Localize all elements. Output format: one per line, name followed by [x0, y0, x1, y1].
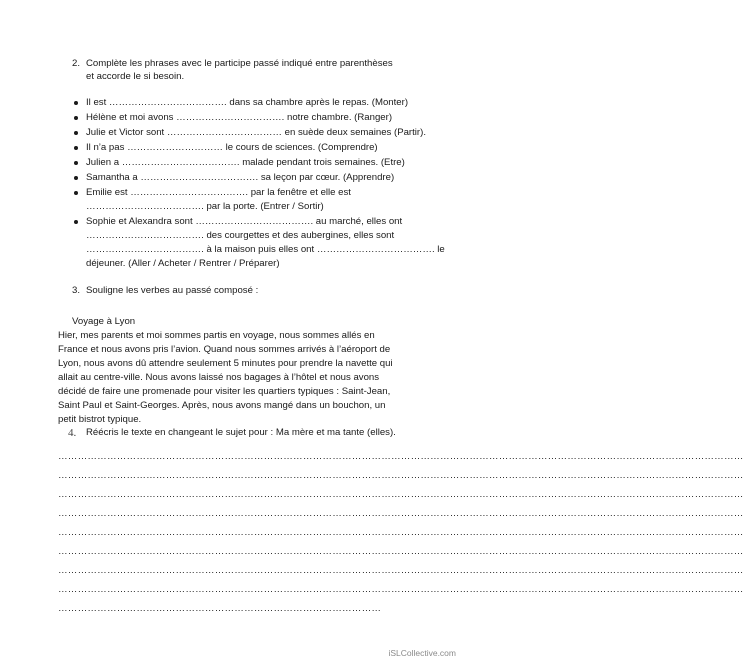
text-line: Saint Paul et Saint-Georges. Après, nous avons mangé dans un bouchon, un	[58, 400, 386, 411]
bullet	[74, 101, 78, 105]
exercise-2-line: Hélène et moi avons ……………………………. notre chambre. (Ranger)	[86, 112, 393, 123]
exercise-3-instruction: Souligne les verbes au passé composé :	[86, 285, 259, 296]
exercise-2-line-continued: déjeuner. (Aller / Acheter / Rentrer / Préparer)	[86, 258, 280, 269]
text-line: France et nous avons pris l’avion. Quand nous sommes arrivés à l’aéroport de	[58, 344, 391, 355]
writing-line-short: ………………………………………………………………………………………	[58, 603, 382, 614]
exercise-2-instruction-line-1: Complète les phrases avec le participe passé indiqué entre parenthèses	[86, 58, 393, 69]
exercise-2-number: 2.	[72, 58, 81, 69]
writing-line: …………………………………………………………………………………………………………………………………………………………………………………………	[58, 508, 744, 519]
writing-line: …………………………………………………………………………………………………………………………………………………………………………………………	[58, 584, 744, 595]
exercise-2-line: Il est ………………………………. dans sa chambre après le repas. (Monter)	[86, 97, 409, 108]
exercise-4-number: 4.	[68, 427, 77, 439]
bullet	[74, 161, 78, 165]
bullet	[74, 146, 78, 150]
bullet	[74, 131, 78, 135]
text-line: petit bistrot typique.	[58, 414, 142, 425]
exercise-2-instruction-line-2: et accorde le si besoin.	[86, 71, 185, 82]
exercise-2-line: Samantha a ………………………………. sa leçon par cœur. (Apprendre)	[86, 172, 395, 183]
text-line: Lyon, nous avons dû attendre seulement 5 minutes pour prendre la navette qui	[58, 358, 393, 369]
exercise-4-instruction: Réécris le texte en changeant le sujet pour : Ma mère et ma tante (elles).	[86, 427, 396, 438]
exercise-3-number: 3.	[72, 285, 81, 296]
exercise-2-line: Il n’a pas ………………………… le cours de sciences. (Comprendre)	[86, 142, 378, 153]
bullet	[74, 176, 78, 180]
writing-line: …………………………………………………………………………………………………………………………………………………………………………………………	[58, 546, 744, 557]
text-line: décidé de faire une promenade pour visiter les quartiers typiques : Saint-Jean,	[58, 386, 391, 397]
bullet	[74, 116, 78, 120]
writing-line: …………………………………………………………………………………………………………………………………………………………………………………………	[58, 489, 744, 500]
exercise-2-line: Sophie et Alexandra sont ………………………………. au marché, elles ont	[86, 216, 403, 227]
exercise-2-line: Julie et Victor sont ……………………………… en suède deux semaines (Partir).	[86, 127, 426, 138]
exercise-2-line: Emilie est ………………………………. par la fenêtre et elle est	[86, 187, 351, 198]
text-line: Hier, mes parents et moi sommes partis en voyage, nous sommes allés en	[58, 330, 375, 341]
bullet	[74, 220, 78, 224]
text-title: Voyage à Lyon	[72, 316, 136, 327]
exercise-2-line-continued: ………………………………. des courgettes et des aubergines, elles sont	[86, 230, 395, 241]
exercise-2-line-continued: ………………………………. à la maison puis elles ont ………………………………. le	[86, 244, 445, 255]
writing-line: …………………………………………………………………………………………………………………………………………………………………………………………	[58, 470, 744, 481]
exercise-2-line: Julien a ………………………………. malade pendant trois semaines. (Etre)	[86, 157, 405, 168]
text-line: allait au centre-ville. Nous avons laissé nos bagages à l’hôtel et nous avons	[58, 372, 380, 383]
exercise-2-line-continued: ………………………………. par la porte. (Entrer / Sortir)	[86, 201, 324, 212]
writing-line: …………………………………………………………………………………………………………………………………………………………………………………………	[58, 565, 744, 576]
writing-line: …………………………………………………………………………………………………………………………………………………………………………………………	[58, 451, 744, 462]
bullet	[74, 191, 78, 195]
watermark-footer: iSLCollective.com	[388, 648, 456, 658]
writing-line: …………………………………………………………………………………………………………………………………………………………………………………………	[58, 527, 744, 538]
